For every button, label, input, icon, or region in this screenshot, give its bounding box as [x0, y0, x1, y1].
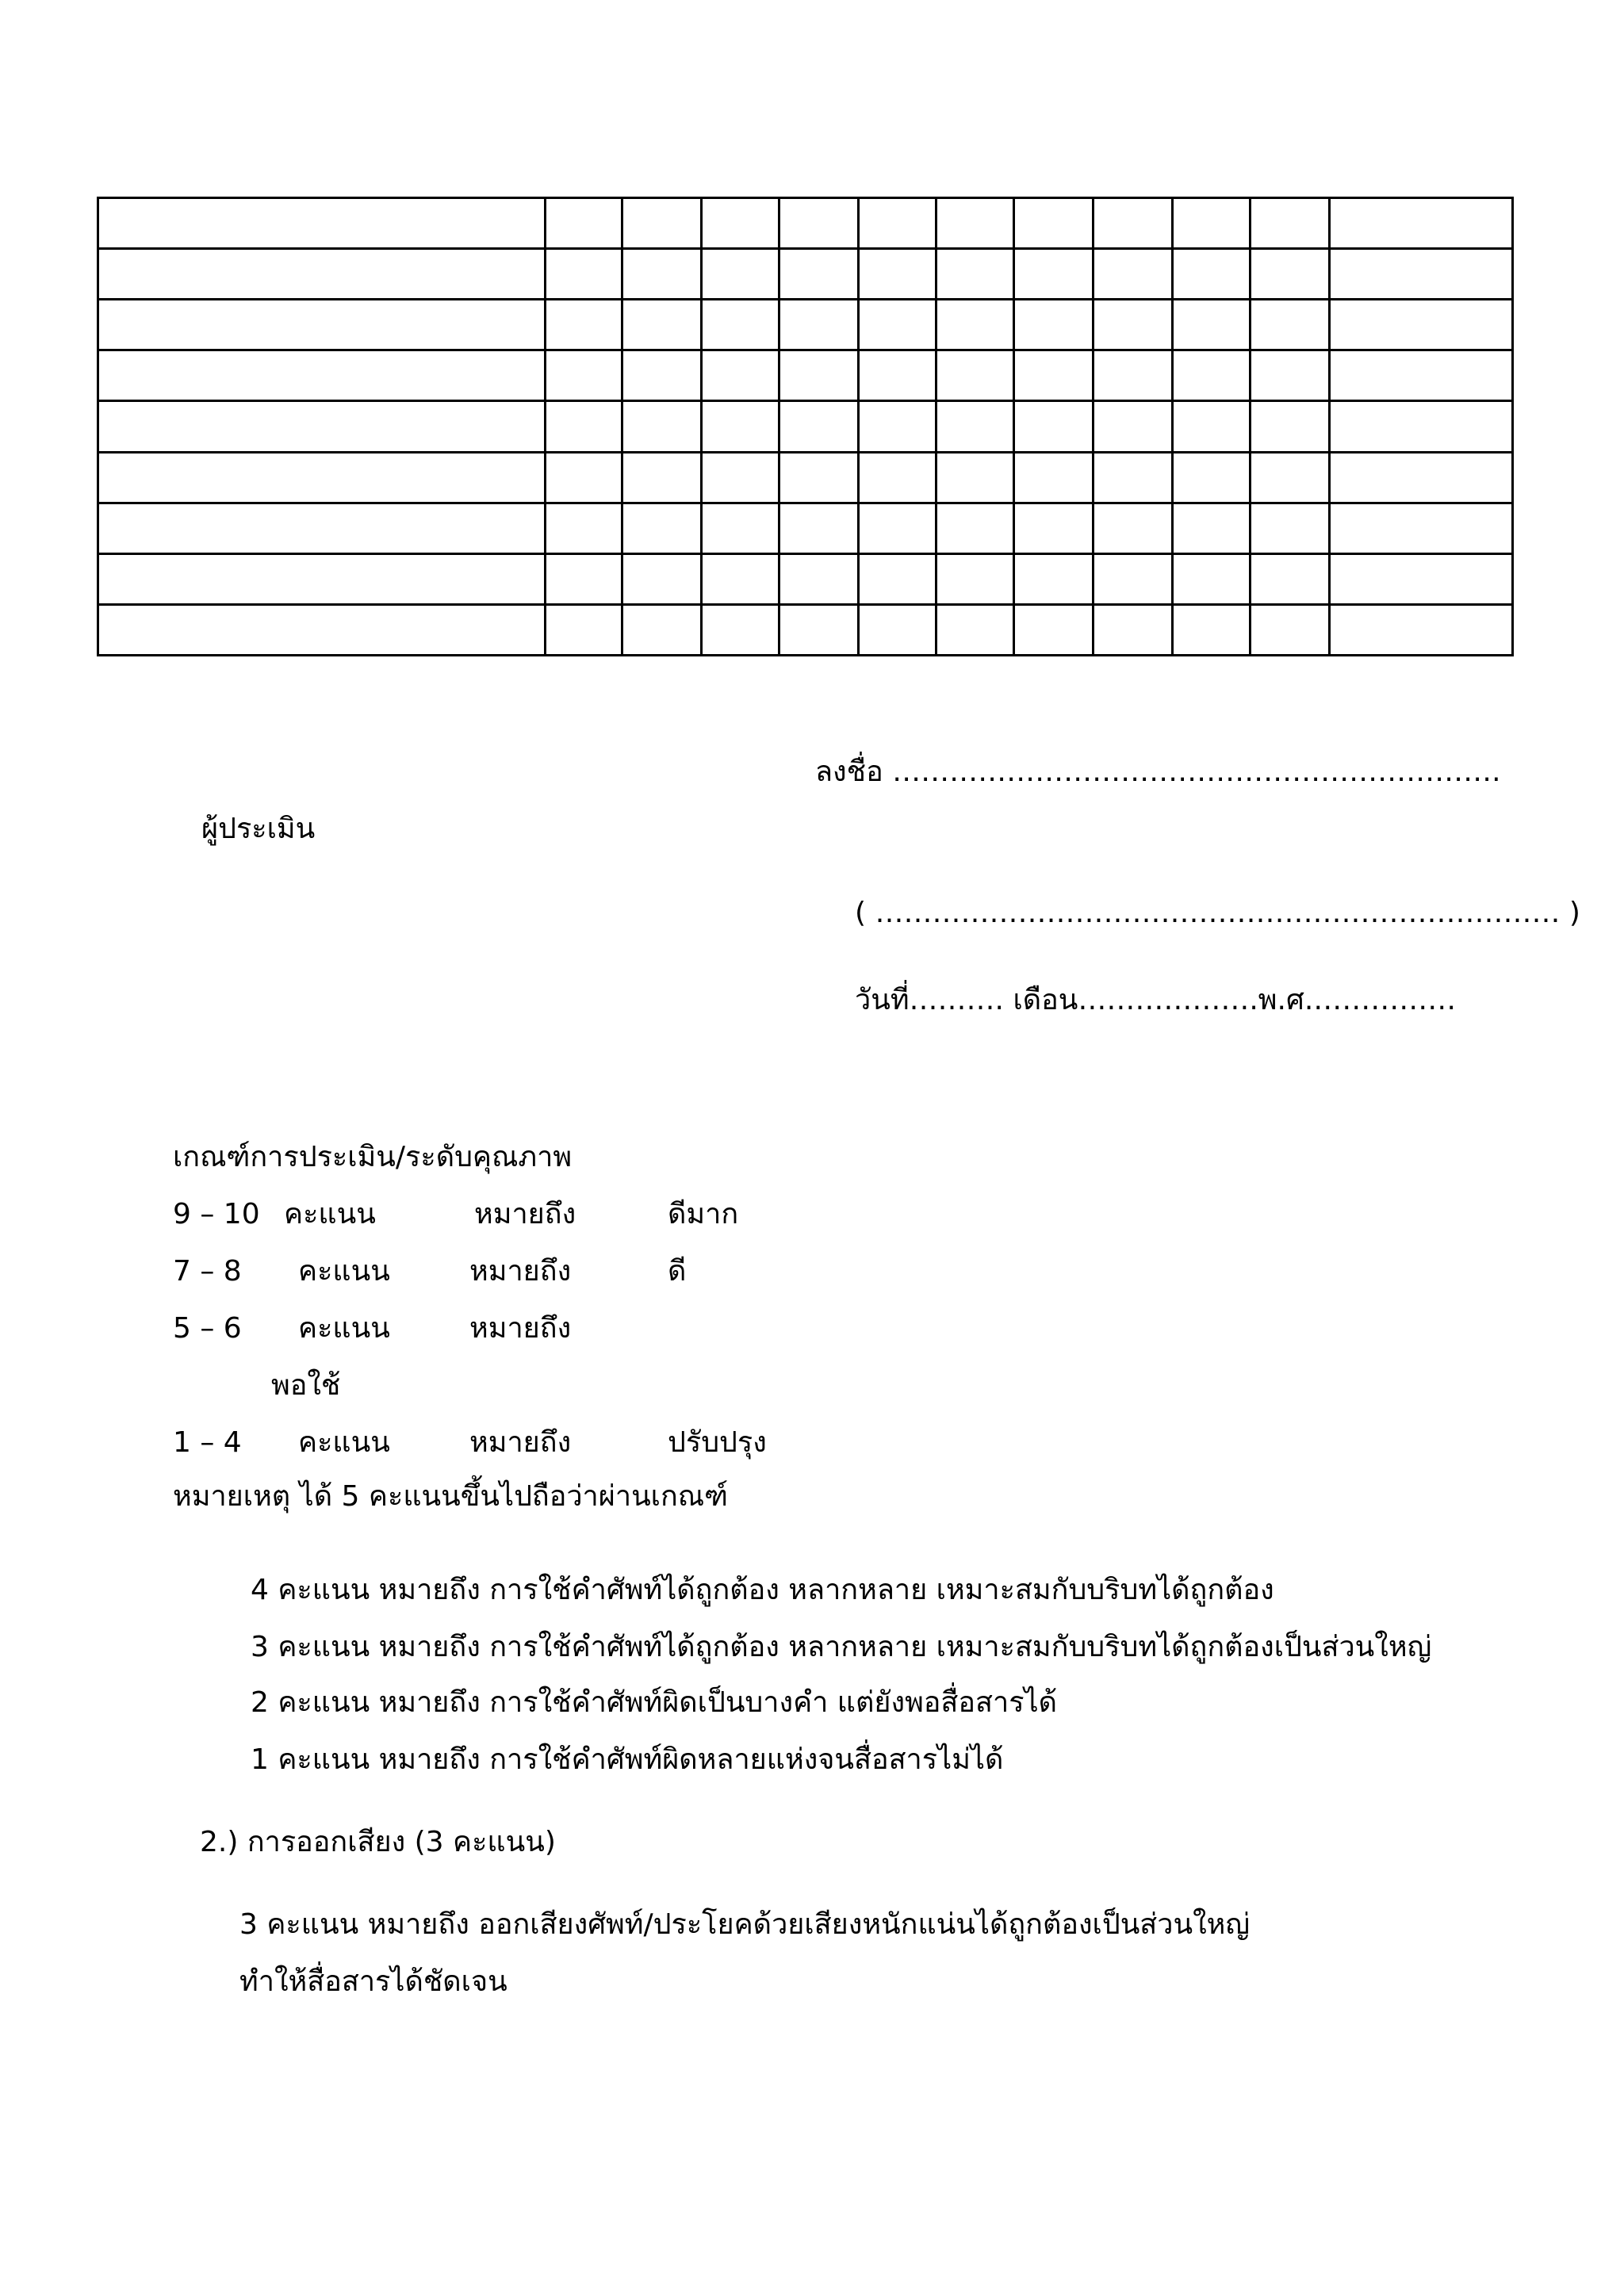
- table-row: [98, 604, 1513, 655]
- table-cell: [779, 604, 859, 655]
- table-cell: [98, 604, 546, 655]
- table-cell: [98, 300, 546, 350]
- table-cell: [779, 249, 859, 300]
- table-row: [98, 198, 1513, 249]
- table-cell: [546, 553, 622, 604]
- table-row: [98, 452, 1513, 503]
- table-cell: [702, 503, 779, 553]
- table-cell: [1251, 452, 1330, 503]
- table-cell: [622, 401, 702, 452]
- table-cell: [859, 503, 936, 553]
- table-cell: [546, 249, 622, 300]
- table-cell: [1014, 401, 1094, 452]
- table-cell: [1251, 401, 1330, 452]
- table-cell: [1251, 604, 1330, 655]
- table-cell: [1330, 401, 1513, 452]
- table-cell: [1094, 198, 1173, 249]
- table-cell: [622, 300, 702, 350]
- table-cell: [779, 553, 859, 604]
- table-cell: [622, 503, 702, 553]
- table-cell: [1330, 249, 1513, 300]
- table-cell: [622, 350, 702, 401]
- table-cell: [859, 604, 936, 655]
- table-cell: [936, 401, 1014, 452]
- table-cell: [1173, 198, 1251, 249]
- table-cell: [546, 198, 622, 249]
- table-cell: [1330, 300, 1513, 350]
- table-cell: [1014, 300, 1094, 350]
- table-cell: [1251, 198, 1330, 249]
- table-cell: [1094, 249, 1173, 300]
- table-cell: [1173, 350, 1251, 401]
- table-row: [98, 401, 1513, 452]
- table-row: [98, 350, 1513, 401]
- table-cell: [98, 249, 546, 300]
- table-cell: [1330, 198, 1513, 249]
- table-row: [98, 503, 1513, 553]
- table-cell: [1014, 198, 1094, 249]
- table-cell: [1173, 452, 1251, 503]
- table-cell: [936, 198, 1014, 249]
- table-cell: [1014, 350, 1094, 401]
- table-cell: [98, 401, 546, 452]
- table-cell: [1094, 401, 1173, 452]
- table-cell: [1330, 350, 1513, 401]
- table-cell: [1251, 249, 1330, 300]
- table-cell: [936, 350, 1014, 401]
- date-line: วันที่………. เดือน……………….พ.ศ.……………: [855, 984, 1457, 1016]
- table-cell: [1251, 503, 1330, 553]
- table-cell: [859, 300, 936, 350]
- table-cell: [1014, 503, 1094, 553]
- table-cell: [1173, 604, 1251, 655]
- level-name-2: ดี: [668, 1255, 687, 1288]
- level-range-1: 9 – 10: [173, 1198, 260, 1230]
- vocab-score-2: 2 คะแนน หมายถึง การใช้คำศัพท์ผิดเป็นบางคำ แต่ยังพอสื่อสารได้: [251, 1686, 1058, 1719]
- table-cell: [859, 350, 936, 401]
- assessor-label: ผู้ประเมิน: [201, 813, 316, 845]
- table-cell: [546, 350, 622, 401]
- level-name-3: พอใช้: [271, 1369, 341, 1402]
- level-means-2: หมายถึง: [469, 1255, 572, 1288]
- table-cell: [859, 452, 936, 503]
- table-cell: [779, 401, 859, 452]
- table-cell: [1173, 300, 1251, 350]
- level-unit-2: คะแนน: [298, 1255, 390, 1288]
- table-cell: [1173, 503, 1251, 553]
- sign-line: ลงชื่อ ……………………………………………………….: [815, 756, 1501, 788]
- table-cell: [546, 401, 622, 452]
- table-cell: [936, 604, 1014, 655]
- table-cell: [622, 249, 702, 300]
- table-cell: [98, 452, 546, 503]
- table-cell: [546, 503, 622, 553]
- pronunciation-score-line-1: 3 คะแนน หมายถึง ออกเสียงศัพท์/ประโยคด้วยเสียงหนักแน่นได้ถูกต้องเป็นส่วนใหญ่: [239, 1908, 1251, 1941]
- table-cell: [779, 300, 859, 350]
- name-line: ( ……………………………………………………………… ): [855, 897, 1580, 929]
- table-cell: [936, 553, 1014, 604]
- level-unit-3: คะแนน: [298, 1312, 390, 1345]
- criteria-note: หมายเหตุ ได้ 5 คะแนนขึ้นไปถือว่าผ่านเกณฑ์: [173, 1480, 729, 1513]
- table-cell: [859, 401, 936, 452]
- level-range-3: 5 – 6: [173, 1312, 242, 1345]
- table-row: [98, 249, 1513, 300]
- table-cell: [546, 452, 622, 503]
- table-cell: [98, 503, 546, 553]
- level-unit-4: คะแนน: [298, 1426, 390, 1459]
- table-cell: [1094, 350, 1173, 401]
- table-cell: [859, 249, 936, 300]
- table-cell: [702, 350, 779, 401]
- level-means-1: หมายถึง: [474, 1198, 576, 1230]
- table-cell: [1014, 604, 1094, 655]
- table-cell: [1173, 401, 1251, 452]
- table-cell: [702, 249, 779, 300]
- table-cell: [622, 553, 702, 604]
- table-cell: [1094, 553, 1173, 604]
- level-range-2: 7 – 8: [173, 1255, 242, 1288]
- table-cell: [622, 604, 702, 655]
- table-cell: [546, 604, 622, 655]
- table-cell: [779, 350, 859, 401]
- table-cell: [1330, 503, 1513, 553]
- level-range-4: 1 – 4: [173, 1426, 242, 1459]
- level-name-4: ปรับปรุง: [668, 1426, 767, 1459]
- table-cell: [702, 401, 779, 452]
- table-cell: [98, 198, 546, 249]
- table-cell: [779, 452, 859, 503]
- table-cell: [702, 198, 779, 249]
- table-cell: [1094, 604, 1173, 655]
- table-cell: [1330, 604, 1513, 655]
- table-cell: [779, 198, 859, 249]
- table-cell: [1094, 300, 1173, 350]
- table-cell: [1251, 553, 1330, 604]
- evaluation-table: [97, 197, 1514, 656]
- table-cell: [936, 452, 1014, 503]
- table-cell: [1173, 553, 1251, 604]
- table-row: [98, 300, 1513, 350]
- vocab-score-1: 1 คะแนน หมายถึง การใช้คำศัพท์ผิดหลายแห่งจนสื่อสารไม่ได้: [251, 1743, 1004, 1776]
- criteria-heading: เกณฑ์การประเมิน/ระดับคุณภาพ: [173, 1141, 573, 1173]
- level-unit-1: คะแนน: [284, 1198, 376, 1230]
- vocab-score-4: 4 คะแนน หมายถึง การใช้คำศัพท์ได้ถูกต้อง หลากหลาย เหมาะสมกับบริบทได้ถูกต้อง: [251, 1574, 1274, 1606]
- table-cell: [546, 300, 622, 350]
- pronunciation-score-line-2: ทำให้สื่อสารได้ชัดเจน: [239, 1965, 508, 1998]
- table-cell: [622, 452, 702, 503]
- table-cell: [936, 300, 1014, 350]
- table-cell: [1094, 503, 1173, 553]
- table-cell: [702, 553, 779, 604]
- table-row: [98, 553, 1513, 604]
- level-means-4: หมายถึง: [469, 1426, 572, 1459]
- table-cell: [1251, 350, 1330, 401]
- table-cell: [1014, 452, 1094, 503]
- level-means-3: หมายถึง: [469, 1312, 572, 1345]
- table-cell: [702, 300, 779, 350]
- table-cell: [622, 198, 702, 249]
- table-cell: [779, 503, 859, 553]
- table-cell: [859, 198, 936, 249]
- table-cell: [936, 503, 1014, 553]
- table-cell: [702, 452, 779, 503]
- vocab-score-3: 3 คะแนน หมายถึง การใช้คำศัพท์ได้ถูกต้อง หลากหลาย เหมาะสมกับบริบทได้ถูกต้องเป็นส่วนใหญ่: [251, 1631, 1432, 1663]
- table-cell: [1330, 452, 1513, 503]
- table-cell: [98, 553, 546, 604]
- table-cell: [1173, 249, 1251, 300]
- table-cell: [1330, 553, 1513, 604]
- table-cell: [936, 249, 1014, 300]
- table-cell: [1251, 300, 1330, 350]
- table-cell: [1094, 452, 1173, 503]
- pronunciation-heading: 2.) การออกเสียง (3 คะแนน): [200, 1826, 556, 1858]
- table-cell: [1014, 249, 1094, 300]
- table-cell: [98, 350, 546, 401]
- table-cell: [702, 604, 779, 655]
- level-name-1: ดีมาก: [668, 1198, 739, 1230]
- table-cell: [859, 553, 936, 604]
- table-cell: [1014, 553, 1094, 604]
